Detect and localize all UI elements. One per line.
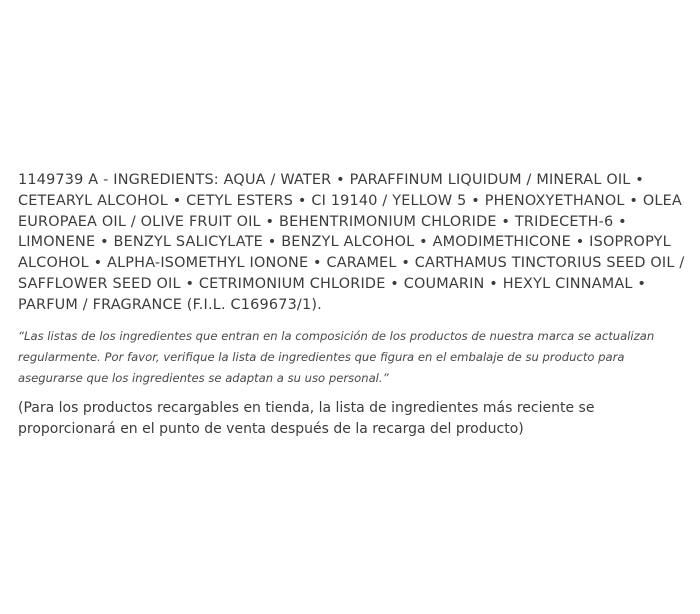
ingredients-disclaimer: “Las listas de los ingredientes que entran en la composición de los productos de nuestra marca se actualizan regularmente. Por favor, verifique la lista de ingredientes que figura en el embalaje de su producto para asegurarse que los ingredientes se adaptan a su uso personal.”	[18, 328, 655, 385]
ingredients-panel	[18, 170, 686, 440]
refill-note: (Para los productos recargables en tienda, la lista de ingredientes más reciente se proporcionará en el punto de venta después de la recarga del producto)	[18, 399, 595, 437]
ingredients-list: 1149739 A - INGREDIENTS: AQUA / WATER • PARAFFINUM LIQUIDUM / MINERAL OIL • CETEARYL ALCOHOL • CETYL ESTERS • CI 19140 / YELLOW 5 • PHENOXYETHANOL • OLEA EUROPAEA OIL / OLIVE FRUIT OIL • BEHENTRIMONIUM CHLORIDE • TRIDECETH-6 • LIMONENE • BENZYL SALICYLATE • BENZYL ALCOHOL • AMODIMETHICONE • ISOPROPYL ALCOHOL • ALPHA-ISOMETHYL IONONE • CARAMEL • CARTHAMUS TINCTORIUS SEED OIL / SAFFLOWER SEED OIL • CETRIMONIUM CHLORIDE • COUMARIN • HEXYL CINNAMAL • PARFUM / FRAGRANCE (F.I.L. C169673/1).	[18, 172, 685, 313]
